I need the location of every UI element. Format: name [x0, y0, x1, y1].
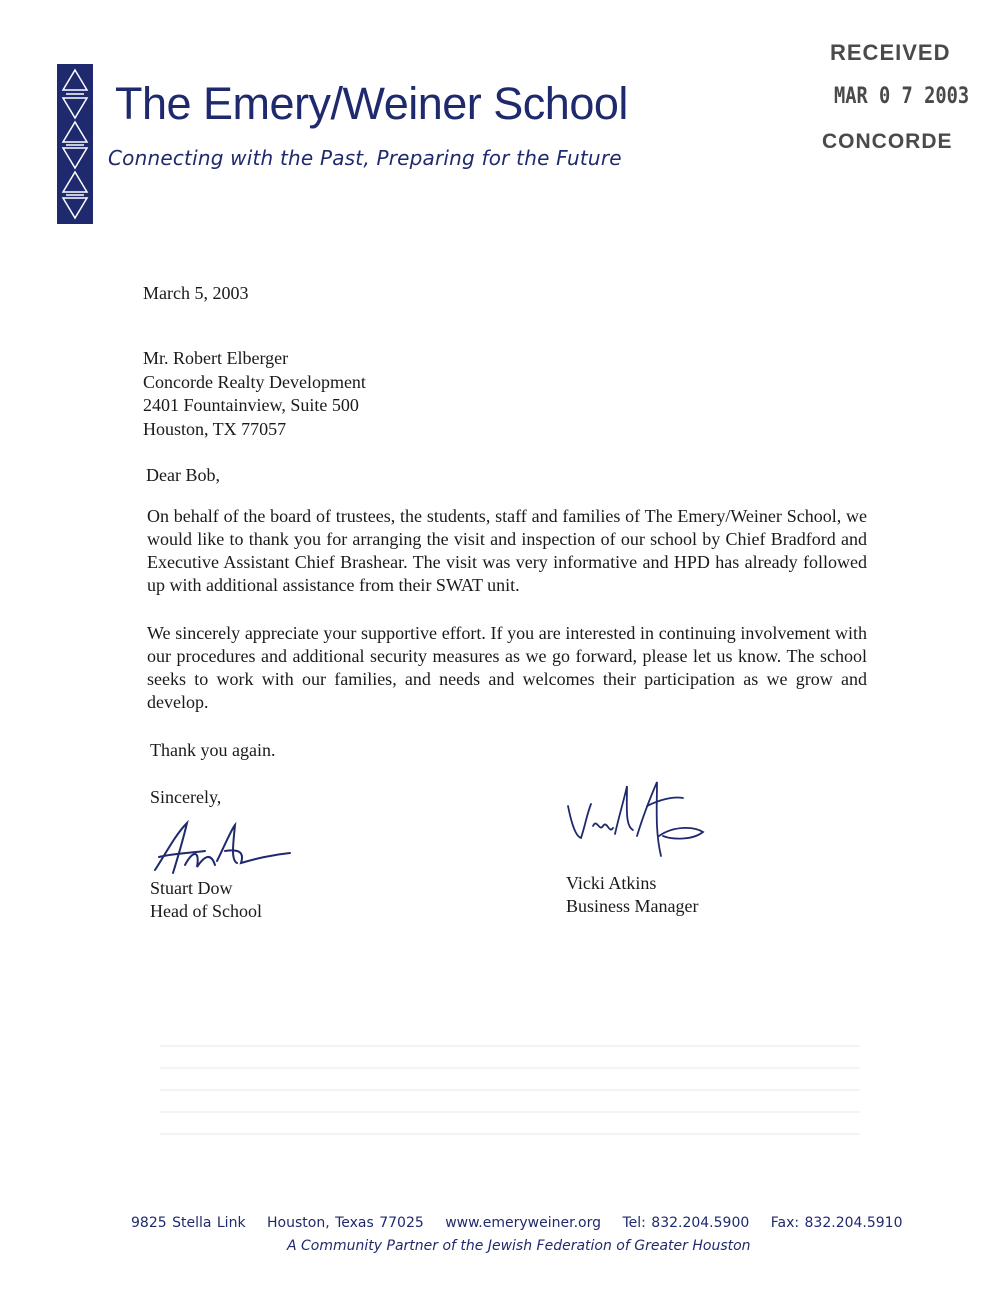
signature-stuart-dow [145, 815, 305, 883]
footer-address: 9825 Stella Link [131, 1215, 246, 1231]
paragraph: We sincerely appreciate your supportive effort. If you are interested in continuing involvement with our procedures and additional security measures as we go forward, please let us know. The school seeks to work with our families, and needs and welcomes their participation as we grow and develop. [147, 623, 867, 712]
footer-phone: Tel: 832.204.5900 [622, 1215, 750, 1231]
school-name: The Emery/Weiner School [115, 78, 628, 129]
signer-name: Stuart Dow [150, 878, 233, 898]
footer-fax: Fax: 832.204.5910 [770, 1215, 903, 1231]
signature-vicki-atkins [563, 776, 713, 876]
recipient-city: Houston, TX 77057 [143, 418, 287, 439]
logo-emblem-icon [57, 64, 93, 224]
footer-contact [131, 1215, 919, 1231]
closing: Sincerely, [150, 787, 222, 807]
footer-partner: A Community Partner of the Jewish Federation of Greater Houston [287, 1238, 751, 1254]
footer-website[interactable]: www.emeryweiner.org [445, 1215, 601, 1231]
recipient-street: 2401 Fountainview, Suite 500 [143, 395, 359, 415]
paragraph: On behalf of the board of trustees, the students, staff and families of The Emery/Weiner School, we would like to thank you for arranging the visit and inspection of our school by Chief Bradford and Executive Assistant Chief Brashear. The visit was very informative and HPD has already followed up with additional assistance from their SWAT unit. [147, 506, 867, 595]
recipient-company: Concorde Realty Development [143, 371, 366, 392]
recipient-name: Mr. Robert Elberger [143, 348, 289, 368]
received-stamp-company: CONCORDE [822, 130, 953, 153]
signer-vicki-atkins [566, 872, 698, 918]
salutation: Dear Bob, [146, 465, 220, 485]
signer-title: Business Manager [566, 896, 699, 916]
thank-you-line: Thank you again. [150, 740, 276, 760]
signer-title: Head of School [150, 901, 262, 921]
faint-bleed-through [160, 1045, 860, 1140]
school-tagline: Connecting with the Past, Preparing for the Future [108, 146, 622, 170]
received-stamp-label: RECEIVED [830, 40, 951, 65]
signer-stuart-dow [150, 877, 262, 923]
recipient-address [143, 347, 366, 441]
letter-date: March 5, 2003 [143, 283, 249, 303]
footer-city: Houston, Texas 77025 [267, 1215, 424, 1231]
school-logo [57, 64, 93, 224]
signer-name: Vicki Atkins [566, 873, 657, 893]
received-stamp-date: MAR 0 7 2003 [834, 84, 970, 109]
